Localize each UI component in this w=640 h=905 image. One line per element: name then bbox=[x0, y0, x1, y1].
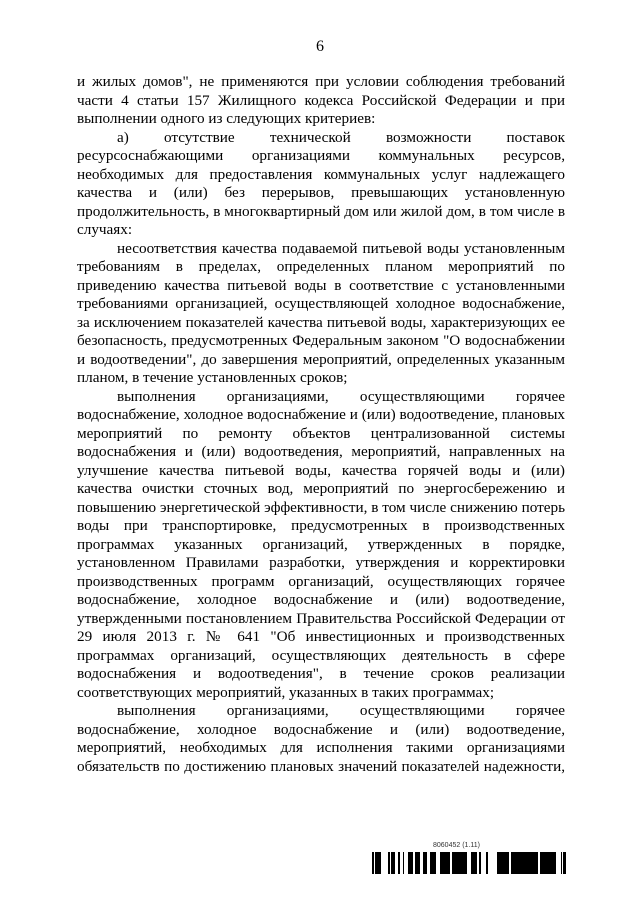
paragraph-3: несоответствия качества подаваемой питьевой воды установленным требованиям в пределах, определенных планом мероприятий по приведению качества питьевой воды в соответствие с установленными требованиями организацией, осуществляющей холодное водоснабжение, за исключением показателей качества питьевой воды, характеризующих ее безопасность, предусмотренных Федеральным законом "О водоснабжении и водоотведении", до завершения мероприятий, определенных указанным планом, в течение установленных сроков; bbox=[77, 239, 565, 386]
document-code: 8060452 (1.11) bbox=[433, 842, 480, 849]
barcode-image bbox=[372, 852, 566, 874]
page-number: 6 bbox=[316, 38, 324, 55]
document-body bbox=[77, 73, 565, 776]
paragraph-5: выполнения организациями, осуществляющими горячее водоснабжение, холодное водоснабжение и (или) водоотведение, мероприятий, необходимых для исполнения такими организациями обязательств по достижению плановых значений показателей надежности, bbox=[77, 702, 565, 775]
paragraph-2: а) отсутствие технической возможности поставок ресурсоснабжающими организациями коммунальных ресурсов, необходимых для предоставления коммунальных услуг надлежащего качества и (или) без перерывов, превышающих установленную продолжительность, в многоквартирный дом или жилой дом, в том числе в случаях: bbox=[77, 128, 565, 238]
paragraph-1: и жилых домов", не применяются при условии соблюдения требований части 4 статьи 157 Жилищного кодекса Российской Федерации и при выполнении одного из следующих критериев: bbox=[77, 73, 565, 127]
paragraph-4: выполнения организациями, осуществляющими горячее водоснабжение, холодное водоснабжение и (или) водоотведение, плановых мероприятий по ремонту объектов централизованной системы водоснабжения и (или) водоотведения, мероприятий, направленных на улучшение качества питьевой воды, качества горячей воды и (или) качества очистки сточных вод, мероприятий по энергосбережению и повышению энергетической эффективности, в том числе снижению потерь воды при транспортировке, предусмотренных в производственных программах указанных организаций, утвержденных в порядке, установленном Правилами разработки, утверждения и корректировки производственных программ организаций, осуществляющих горячее водоснабжение, холодное водоснабжение и (или) водоотведение, утвержденными постановлением Правительства Российской Федерации от 29 июля 2013 г. № 641 "Об инвестиционных и производственных программах организаций, осуществляющих деятельность в сфере водоснабжения и водоотведения", в течение сроков реализации соответствующих мероприятий, указанных в таких программах; bbox=[77, 387, 565, 701]
